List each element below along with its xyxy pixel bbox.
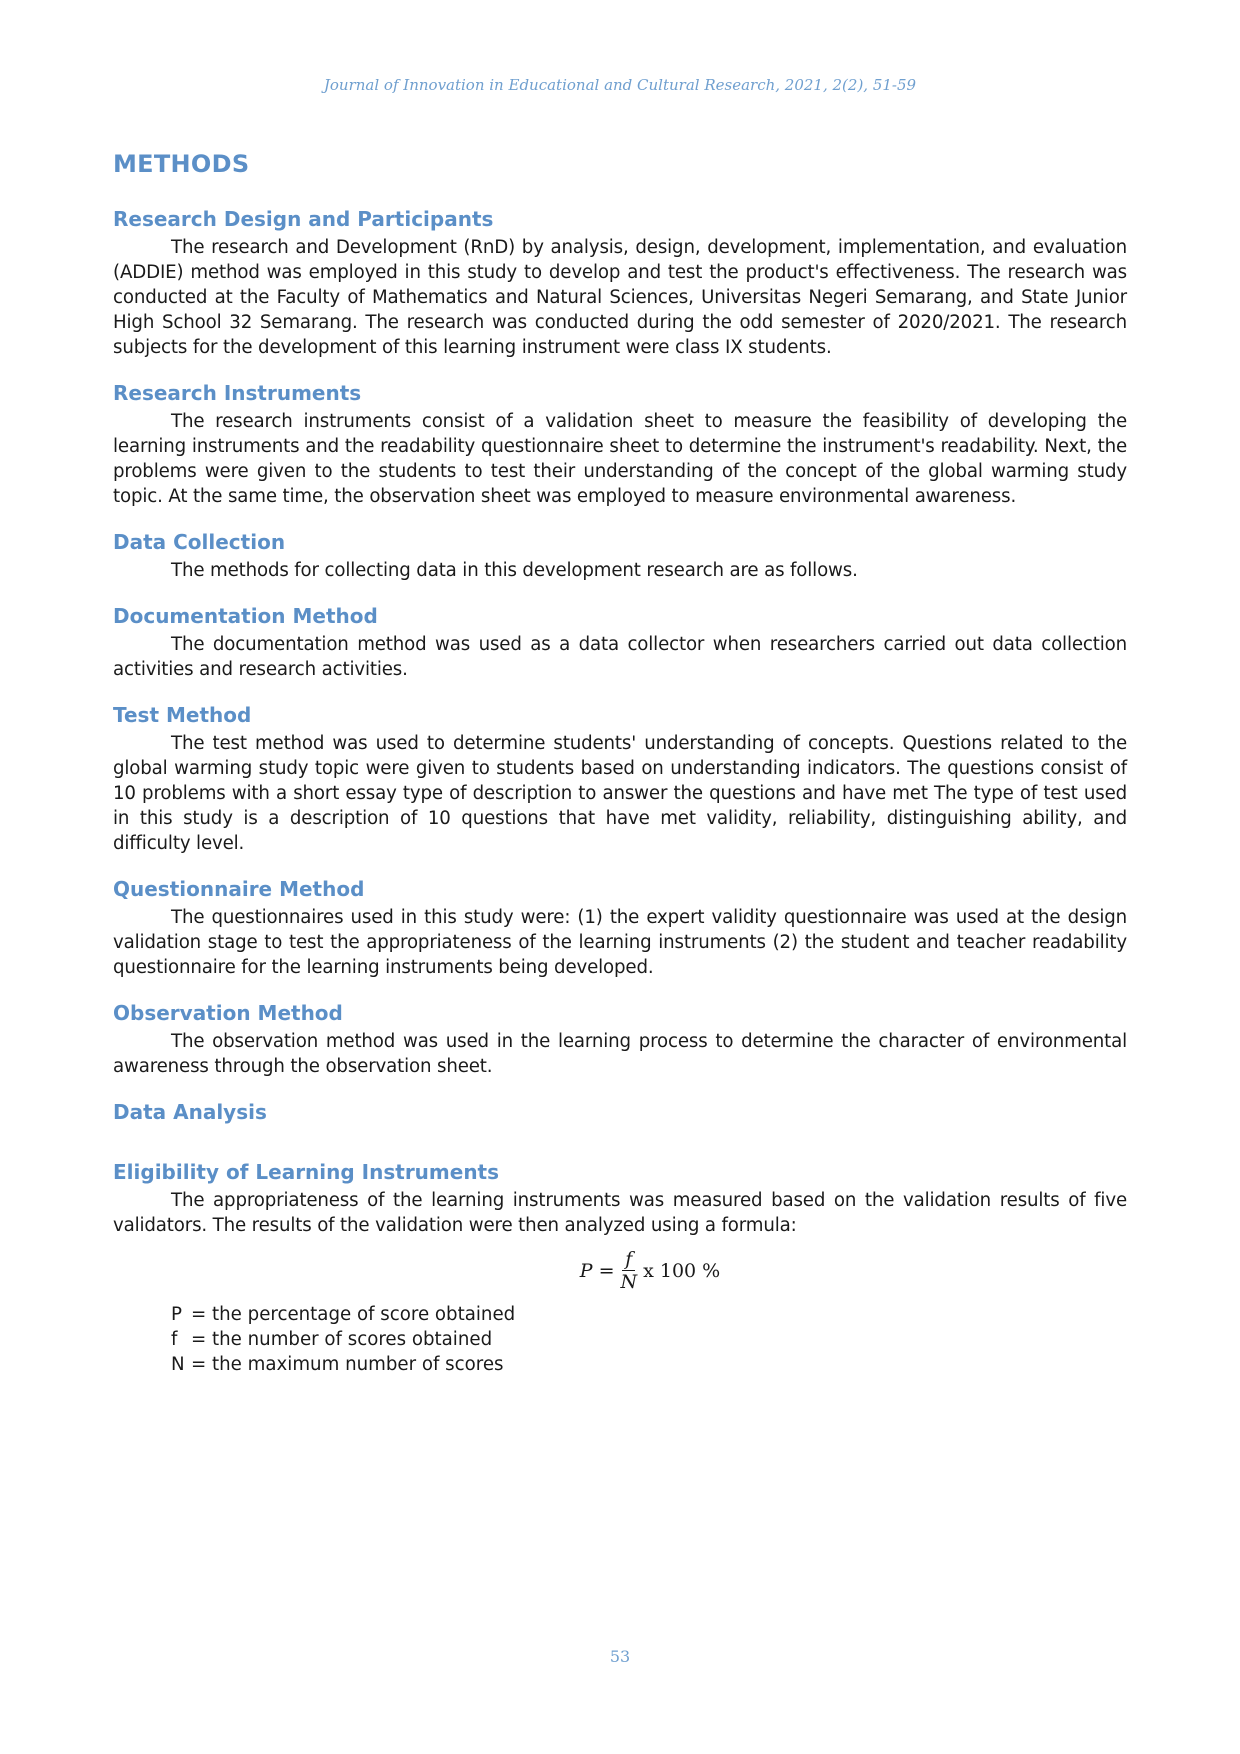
subsection-title: Research Design and Participants: [113, 207, 494, 231]
section-title: METHODS: [113, 150, 250, 178]
subsection-data-analysis: [113, 1099, 1127, 1125]
formula-legend: [171, 1302, 1127, 1377]
page-number: 53: [609, 1647, 631, 1666]
formula-numerator: f: [622, 1248, 635, 1271]
subsection-data-collection: [113, 529, 1127, 583]
subsection-paragraph: The observation method was used in the learning process to determine the character of environmental awareness through the observation sheet.: [113, 1031, 1127, 1077]
subsection-questionnaire-method: [113, 876, 1127, 980]
legend-symbol: P: [171, 1304, 182, 1325]
subsection-paragraph: The questionnaires used in this study were: (1) the expert validity questionnaire was used at the design validation stage to test the appropriateness of the learning instruments (2) the student and teacher readability questionnaire for the learning instruments being developed.: [113, 907, 1127, 978]
legend-text: = the percentage of score obtained: [191, 1304, 516, 1325]
subsection-research-design: [113, 206, 1127, 360]
legend-symbol: N: [171, 1354, 185, 1375]
subsection-paragraph: The research instruments consist of a validation sheet to measure the feasibility of developing the learning instruments and the readability questionnaire sheet to determine the instrument's readability. Next, the problems were given to the students to test their understanding of the concept of the global warming study topic. At the same time, the observation sheet was employed to measure environmental awareness.: [113, 411, 1127, 507]
subsection-paragraph: The test method was used to determine students' understanding of concepts. Questions related to the global warming study topic were given to students based on understanding indicators. The questions consist of 10 problems with a short essay type of description to answer the questions and have met The type of test used in this study is a description of 10 questions that have met validity, reliability, distinguishing ability, and difficulty level.: [113, 733, 1127, 854]
subsection-test-method: [113, 702, 1127, 856]
subsection-title: Eligibility of Learning Instruments: [113, 1160, 500, 1184]
subsection-paragraph: The research and Development (RnD) by analysis, design, development, implementation, and evaluation (ADDIE) method was employed in this study to develop and test the product's effectiveness. The research was conducted at the Faculty of Mathematics and Natural Sciences, Universitas Negeri Semarang, and State Junior High School 32 Semarang. The research was conducted during the odd semester of 2020/2021. The research subjects for the development of this learning instrument were class IX students.: [113, 237, 1127, 358]
subsection-paragraph: The appropriateness of the learning instruments was measured based on the validation results of five validators. The results of the validation were then analyzed using a formula:: [113, 1190, 1127, 1236]
legend-text: = the number of scores obtained: [191, 1329, 493, 1350]
legend-symbol: f: [171, 1329, 178, 1350]
subsection-paragraph: The methods for collecting data in this development research are as follows.: [171, 560, 858, 581]
legend-text: = the maximum number of scores: [191, 1354, 504, 1375]
formula-fraction: [621, 1248, 638, 1293]
legend-item: [171, 1327, 1127, 1352]
subsection-research-instruments: [113, 380, 1127, 509]
subsection-title: Observation Method: [113, 1001, 343, 1025]
subsection-observation-method: [113, 1000, 1127, 1079]
formula-rhs: x 100 %: [643, 1259, 721, 1282]
subsection-title: Documentation Method: [113, 604, 378, 628]
legend-item: [171, 1352, 1127, 1377]
subsection-title: Data Collection: [113, 530, 286, 554]
running-header: Journal of Innovation in Educational and Cultural Research, 2021, 2(2), 51-59: [323, 76, 917, 94]
subsection-title: Data Analysis: [113, 1100, 267, 1124]
subsection-eligibility: [113, 1159, 1127, 1377]
formula-denominator: N: [620, 1271, 638, 1293]
percentage-formula: [113, 1248, 1127, 1298]
subsection-paragraph: The documentation method was used as a data collector when researchers carried out data collection activities and research activities.: [113, 634, 1127, 680]
subsection-title: Research Instruments: [113, 381, 362, 405]
subsection-title: Questionnaire Method: [113, 877, 365, 901]
subsection-title: Test Method: [113, 703, 252, 727]
formula-lhs: P =: [579, 1259, 615, 1282]
page-content: [113, 150, 1127, 1397]
legend-item: [171, 1302, 1127, 1327]
subsection-documentation-method: [113, 603, 1127, 682]
